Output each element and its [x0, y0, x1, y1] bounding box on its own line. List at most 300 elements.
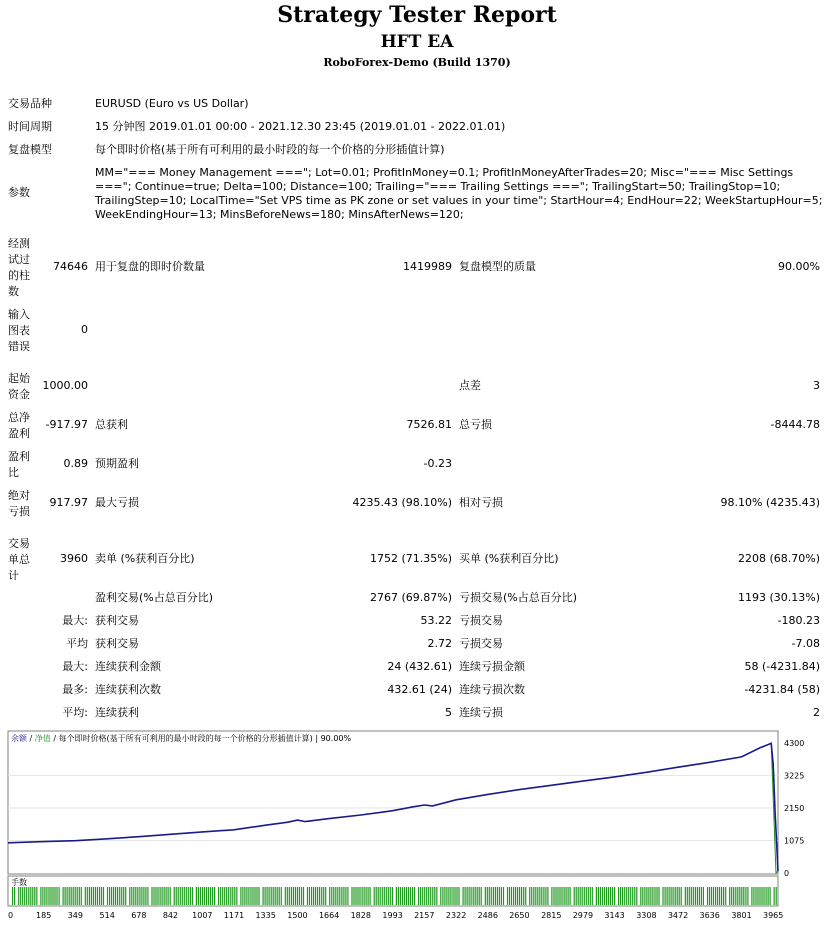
lot-bar — [501, 887, 502, 905]
lot-bar — [145, 887, 146, 905]
lot-bar — [675, 887, 676, 905]
lot-bar — [713, 887, 714, 905]
lot-bar — [65, 887, 66, 905]
lot-bar — [624, 887, 625, 905]
plot-frame — [8, 731, 778, 874]
lot-bar — [48, 887, 49, 905]
x-tick-label: 1500 — [287, 911, 308, 920]
lot-bar — [533, 887, 534, 905]
lot-bar — [374, 887, 375, 905]
x-tick-label: 2157 — [414, 911, 435, 920]
lot-bar — [54, 887, 55, 905]
lot-bar — [487, 887, 488, 905]
lot-bar — [414, 887, 415, 905]
lot-bar — [125, 887, 126, 905]
lot-bar — [103, 887, 104, 905]
lot-bar — [291, 887, 292, 905]
lot-bar — [309, 887, 310, 905]
lot-bar — [519, 887, 520, 905]
lot-bar — [329, 887, 330, 905]
lot-bar — [612, 887, 613, 905]
lot-bar — [22, 887, 23, 905]
lot-bar — [188, 887, 189, 905]
lot-bar — [368, 887, 369, 905]
average-profit-value: 2.72 — [427, 637, 452, 650]
largest-profit-label: 获利交易 — [95, 614, 139, 627]
lot-bar — [685, 887, 686, 905]
deposit-value: 1000.00 — [42, 379, 88, 392]
max-consec-losses-value: 58 (-4231.84) — [744, 660, 820, 673]
lot-bar — [214, 887, 215, 905]
gross-loss-value: -8444.78 — [770, 418, 820, 431]
model-value: 每个即时价格(基于所有可利用的最小时段的每一个价格的分形插值计算) — [95, 143, 445, 156]
lot-bar — [34, 887, 35, 905]
lot-bar — [667, 887, 668, 905]
lot-bar — [669, 887, 670, 905]
lot-bar — [646, 887, 647, 905]
lot-bar — [222, 887, 223, 905]
lot-bar — [337, 887, 338, 905]
lot-bar — [178, 887, 179, 905]
maximal-consec-profit-value: 432.61 (24) — [387, 683, 452, 696]
balance-chart — [6, 729, 828, 928]
lot-bar — [665, 887, 666, 905]
lot-bar — [503, 887, 504, 905]
lot-bar — [376, 887, 377, 905]
x-tick-label: 1828 — [350, 911, 371, 920]
avg-consec-losses-label: 连续亏损 — [459, 706, 503, 719]
lot-bar — [323, 887, 324, 905]
lot-bar — [448, 887, 449, 905]
lot-bar — [745, 887, 746, 905]
lot-bar — [206, 887, 207, 905]
lot-bar — [155, 887, 156, 905]
lot-bar — [109, 887, 110, 905]
lot-bar — [711, 887, 712, 905]
lot-bar — [493, 887, 494, 905]
lot-bar — [52, 887, 53, 905]
lot-bar — [20, 887, 21, 905]
lot-bar — [67, 887, 68, 905]
lot-bar — [509, 887, 510, 905]
lot-bar — [731, 887, 732, 905]
lot-bar — [656, 887, 657, 905]
lot-bar — [81, 887, 82, 905]
short-positions-value: 1752 (71.35%) — [369, 552, 452, 565]
lot-bar — [408, 887, 409, 905]
lot-bar — [471, 887, 472, 905]
lot-bar — [418, 887, 419, 905]
profit-trades-label: 盈利交易(%占总百分比) — [95, 591, 214, 604]
lot-bar — [404, 887, 405, 905]
x-tick-label: 514 — [99, 911, 115, 920]
lot-bar — [186, 887, 187, 905]
lot-bar — [578, 887, 579, 905]
chart-legend — [11, 733, 351, 743]
net-profit-label: 总净盈利 — [8, 411, 30, 440]
lot-bar — [392, 887, 393, 905]
lot-bar — [735, 887, 736, 905]
lot-bar — [626, 887, 627, 905]
x-tick-label: 1007 — [192, 911, 213, 920]
lot-bar — [759, 887, 760, 905]
lot-bar — [295, 887, 296, 905]
lot-bar — [141, 887, 142, 905]
lot-bar — [709, 887, 710, 905]
lot-bar — [640, 887, 641, 905]
ea-name: HFT EA — [380, 32, 454, 52]
maximal-consec-loss-value: -4231.84 (58) — [744, 683, 820, 696]
lot-bar — [604, 887, 605, 905]
report-title: Strategy Tester Report — [277, 2, 557, 28]
lot-bar — [297, 887, 298, 905]
legend-separator: | — [312, 734, 321, 743]
lot-bar — [398, 887, 399, 905]
lot-bar — [311, 887, 312, 905]
lot-bar — [174, 887, 175, 905]
lot-bar — [662, 887, 663, 905]
lot-bar — [279, 887, 280, 905]
lot-bar — [307, 887, 308, 905]
x-tick-label: 2815 — [541, 911, 562, 920]
lot-label: 手数 — [11, 878, 27, 887]
bars-label: 经测试过的柱数 — [8, 237, 30, 298]
lot-bar — [733, 887, 734, 905]
lot-bar — [539, 887, 540, 905]
lot-bar — [85, 887, 86, 905]
lot-bar — [412, 887, 413, 905]
lot-bar — [774, 887, 775, 905]
lot-bar — [652, 887, 653, 905]
lot-bar — [570, 887, 571, 905]
lot-bar — [618, 887, 619, 905]
lot-bar — [757, 887, 758, 905]
lot-bar — [12, 887, 13, 905]
gross-profit-label: 总获利 — [95, 418, 128, 431]
lot-bar — [151, 887, 152, 905]
lot-bar — [242, 887, 243, 905]
legend-balance: 余额 — [11, 734, 27, 743]
lot-bar — [422, 887, 423, 905]
lot-bar — [384, 887, 385, 905]
lot-bar — [755, 887, 756, 905]
x-tick-label: 1335 — [255, 911, 276, 920]
average-loss-value: -7.08 — [791, 637, 820, 650]
lot-bar — [634, 887, 635, 905]
lot-bar — [644, 887, 645, 905]
x-tick-label: 3965 — [762, 911, 784, 920]
legend-quality: 90.00% — [320, 734, 352, 743]
x-tick-label: 3801 — [731, 911, 752, 920]
lot-bar — [69, 887, 70, 905]
expected-payoff-label: 预期盈利 — [95, 457, 139, 470]
lot-bar — [190, 887, 191, 905]
lot-bar — [382, 887, 383, 905]
lot-bar — [402, 887, 403, 905]
lot-bar — [59, 887, 60, 905]
lot-bar — [473, 887, 474, 905]
lot-bar — [256, 887, 257, 905]
avg-consec-wins-label: 连续获利 — [95, 706, 139, 719]
lot-bar — [721, 887, 722, 905]
symbol-value: EURUSD (Euro vs US Dollar) — [95, 97, 249, 110]
y-tick-label: 0 — [784, 869, 790, 878]
lot-bar — [46, 887, 47, 905]
lot-bar — [335, 887, 336, 905]
lot-bar — [753, 887, 754, 905]
lot-bar — [555, 887, 556, 905]
lot-bar — [313, 887, 314, 905]
lot-bar — [648, 887, 649, 905]
lot-bar — [73, 887, 74, 905]
lot-bar — [608, 887, 609, 905]
lot-bar — [600, 887, 601, 905]
lot-bar — [491, 887, 492, 905]
lot-bar — [269, 887, 270, 905]
average-loss-label: 亏损交易 — [459, 637, 503, 650]
lot-bar — [582, 887, 583, 905]
lot-bar — [198, 887, 199, 905]
lot-bar — [671, 887, 672, 905]
lot-bar — [168, 887, 169, 905]
lot-bar — [166, 887, 167, 905]
total-trades-label: 交易单总计 — [8, 537, 30, 582]
lot-bar — [677, 887, 678, 905]
lot-bar — [426, 887, 427, 905]
largest-prefix: 最大: — [62, 614, 88, 627]
errors-label: 输入图表错误 — [8, 308, 30, 353]
lot-bar — [576, 887, 577, 905]
lot-bar — [133, 887, 134, 905]
lot-bar — [541, 887, 542, 905]
lot-bar — [588, 887, 589, 905]
lot-bar — [693, 887, 694, 905]
x-tick-label: 349 — [67, 911, 83, 920]
lot-bar — [113, 887, 114, 905]
lot-bar — [428, 887, 429, 905]
lot-bar — [606, 887, 607, 905]
lot-bar — [531, 887, 532, 905]
lot-bar — [543, 887, 544, 905]
lot-bar — [620, 887, 621, 905]
profit-factor-value: 0.89 — [63, 457, 88, 470]
lot-bar — [475, 887, 476, 905]
lot-bar — [162, 887, 163, 905]
lot-bar — [410, 887, 411, 905]
lot-bar — [776, 887, 777, 905]
lot-bar — [679, 887, 680, 905]
lot-bar — [95, 887, 96, 905]
legend-separator: / — [50, 734, 59, 743]
lot-bar — [287, 887, 288, 905]
lot-bar — [263, 887, 264, 905]
loss-trades-value: 1193 (30.13%) — [737, 591, 820, 604]
x-tick-label: 3472 — [667, 911, 689, 920]
lot-bar — [273, 887, 274, 905]
lot-bar — [747, 887, 748, 905]
lot-bar — [436, 887, 437, 905]
lot-bar — [632, 887, 633, 905]
lot-bar — [97, 887, 98, 905]
lot-bar — [535, 887, 536, 905]
lot-bar — [315, 887, 316, 905]
lot-bar — [481, 887, 482, 905]
lot-bar — [30, 887, 31, 905]
x-tick-label: 842 — [162, 911, 179, 920]
lot-bar — [598, 887, 599, 905]
lot-bar — [378, 887, 379, 905]
lot-bar — [343, 887, 344, 905]
lot-bar — [111, 887, 112, 905]
lot-bar — [658, 887, 659, 905]
lot-bar — [388, 887, 389, 905]
lot-bar — [630, 887, 631, 905]
lot-bar — [232, 887, 233, 905]
lot-bar — [442, 887, 443, 905]
lot-bar — [351, 887, 352, 905]
lot-bar — [477, 887, 478, 905]
quality-label: 复盘模型的质量 — [459, 260, 536, 273]
lot-bar — [44, 887, 45, 905]
max-consec-losses-label: 连续亏损金额 — [459, 660, 525, 673]
x-tick-label: 3143 — [604, 911, 625, 920]
lot-bar — [271, 887, 272, 905]
lot-bar — [400, 887, 401, 905]
broker-name: RoboForex-Demo (Build 1370) — [323, 56, 511, 69]
lot-bar — [101, 887, 102, 905]
lot-bar — [339, 887, 340, 905]
lot-bar — [761, 887, 762, 905]
lot-bar — [331, 887, 332, 905]
lot-bar — [654, 887, 655, 905]
lot-bar — [689, 887, 690, 905]
lot-bar — [56, 887, 57, 905]
lot-bar — [218, 887, 219, 905]
lot-bar — [24, 887, 25, 905]
period-value: 15 分钟图 2019.01.01 00:00 - 2021.12.30 23:45 (2019.01.01 - 2022.01.01) — [95, 120, 506, 133]
lot-bar — [228, 887, 229, 905]
lot-bar — [87, 887, 88, 905]
lot-bar — [741, 887, 742, 905]
lot-bar — [396, 887, 397, 905]
x-tick-label: 678 — [131, 911, 147, 920]
lot-bar — [390, 887, 391, 905]
lot-bar — [751, 887, 752, 905]
avg-consec-losses-value: 2 — [813, 706, 820, 719]
lot-bar — [93, 887, 94, 905]
lot-bar — [737, 887, 738, 905]
lot-bar — [499, 887, 500, 905]
model-label: 复盘模型 — [8, 143, 52, 156]
lot-bar — [139, 887, 140, 905]
ticks-value: 1419989 — [403, 260, 452, 273]
avg-prefix: 平均: — [62, 706, 88, 719]
lot-bar — [497, 887, 498, 905]
lot-bar — [202, 887, 203, 905]
lot-bar — [628, 887, 629, 905]
lot-bar — [265, 887, 266, 905]
lot-bar — [299, 887, 300, 905]
lot-bar — [79, 887, 80, 905]
profit-trades-value: 2767 (69.87%) — [369, 591, 452, 604]
lot-bar — [523, 887, 524, 905]
lot-bar — [129, 887, 130, 905]
lot-bar — [240, 887, 241, 905]
lot-bar — [321, 887, 322, 905]
abs-drawdown-value: 917.97 — [49, 496, 88, 509]
x-tick-label: 2322 — [445, 911, 467, 920]
lot-bar — [250, 887, 251, 905]
lot-bar — [115, 887, 116, 905]
lot-bar — [244, 887, 245, 905]
lot-bar — [430, 887, 431, 905]
lot-bar — [107, 887, 108, 905]
lot-bar — [234, 887, 235, 905]
lot-bar — [119, 887, 120, 905]
lot-bar — [566, 887, 567, 905]
long-positions-label: 买单 (%获利百分比) — [459, 552, 559, 565]
lot-bar — [200, 887, 201, 905]
lot-bar — [212, 887, 213, 905]
lot-bar — [117, 887, 118, 905]
lot-bar — [160, 887, 161, 905]
lot-bar — [440, 887, 441, 905]
lot-bar — [695, 887, 696, 905]
avg-consec-wins-value: 5 — [445, 706, 452, 719]
lot-bar — [153, 887, 154, 905]
lot-bar — [164, 887, 165, 905]
lot-bar — [707, 887, 708, 905]
lot-bar — [208, 887, 209, 905]
long-positions-value: 2208 (68.70%) — [737, 552, 820, 565]
lot-bar — [770, 887, 771, 905]
lot-bar — [763, 887, 764, 905]
lot-bar — [424, 887, 425, 905]
lot-bar — [258, 887, 259, 905]
lot-bar — [463, 887, 464, 905]
x-tick-label: 3308 — [636, 911, 657, 920]
period-label: 时间周期 — [8, 120, 52, 133]
x-tick-label: 185 — [36, 911, 52, 920]
lot-bar — [446, 887, 447, 905]
lot-bar — [456, 887, 457, 905]
lot-bar — [537, 887, 538, 905]
lot-bar — [63, 887, 64, 905]
lot-bar — [325, 887, 326, 905]
params-value: MM="=== Money Management ==="; Lot=0.01; ProfitInMoney=0.1; ProfitInMoneyAfterTrades=20; Misc="=== Misc Settings ==="; Continue=true; Delta=100; Distance=100; Trailing="=== Trailing Settings ==="; TrailingStart=50; TrailingStop=10; TrailingStep=10; LocalTime="Set VPS time as PK zone or set values in your time"; StartHour=4; EndHour=22; WeekStartupHour=5; WeekEndingHour=13; MinsBeforeNews=180; MinsAfterNews=120; — [95, 166, 823, 221]
max-consec-wins-value: 24 (432.61) — [387, 660, 452, 673]
bars-value: 74646 — [53, 260, 88, 273]
lot-bar — [681, 887, 682, 905]
max-consec-wins-label: 连续获利金额 — [95, 660, 161, 673]
lot-bar — [485, 887, 486, 905]
errors-value: 0 — [81, 323, 88, 336]
lot-bar — [529, 887, 530, 905]
lot-bar — [564, 887, 565, 905]
rel-drawdown-value: 98.10% (4235.43) — [720, 496, 820, 509]
lot-bar — [366, 887, 367, 905]
lot-bar — [184, 887, 185, 905]
lot-bar — [359, 887, 360, 905]
lot-bar — [723, 887, 724, 905]
lot-bar — [465, 887, 466, 905]
x-tick-label: 0 — [8, 911, 14, 920]
x-tick-label: 2979 — [572, 911, 594, 920]
lot-bar — [420, 887, 421, 905]
expected-payoff-value: -0.23 — [423, 457, 452, 470]
lot-bar — [622, 887, 623, 905]
largest-profit-value: 53.22 — [420, 614, 452, 627]
